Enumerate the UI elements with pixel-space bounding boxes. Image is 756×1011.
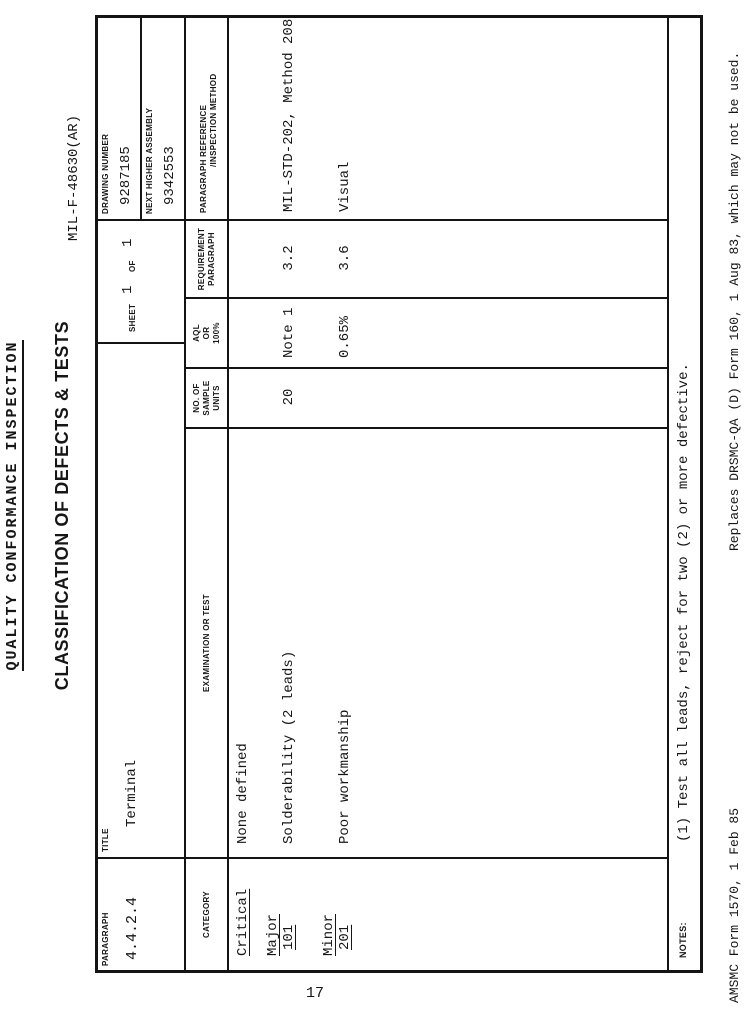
paragraph-cell (98, 857, 186, 970)
reference-header-line1: PARAGRAPH REFERENCE (199, 104, 208, 213)
row-category: Major (265, 913, 281, 956)
sheet-cell (98, 219, 186, 342)
next-higher-assembly-value: 9342553 (162, 146, 178, 205)
page-number: 17 (306, 985, 325, 1002)
category-header-cell (186, 857, 229, 970)
row-examination: None defined (235, 743, 251, 844)
aql-header: AQL OR 100% (191, 322, 221, 344)
requirement-header-cell (186, 219, 229, 297)
sheet-of-value: 1 (120, 238, 136, 247)
row-sample-units: 20 (281, 388, 297, 406)
sheet-value: 1 (120, 285, 136, 294)
title-cell (98, 342, 186, 857)
row-category: Minor (321, 913, 337, 956)
classification-form-table (95, 15, 703, 973)
table-row-critical (235, 18, 269, 970)
examination-header-cell (186, 427, 229, 857)
drawing-number-cell (98, 18, 142, 219)
replaces-footer: Replaces DRSMC-QA (D) Form 160, 1 Aug 83, which may not be used. (727, 51, 742, 551)
notes-text: (1) Test all leads, reject for two (2) or more defective. (676, 363, 692, 842)
reference-header-cell (186, 18, 229, 219)
paragraph-label: PARAGRAPH (101, 912, 110, 966)
row-number: 201 (337, 924, 353, 950)
examination-header: EXAMINATION OR TEST (201, 594, 211, 692)
category-header: CATEGORY (201, 891, 211, 938)
form-id-footer: AMSMC Form 1570, 1 Feb 85 (727, 807, 742, 1003)
drawing-number-value: 9287185 (118, 146, 134, 205)
requirement-header: REQUIREMENT PARAGRAPH (196, 227, 216, 291)
sample-units-header-cell (186, 367, 229, 427)
table-row-major (265, 18, 299, 970)
row-number: 101 (281, 924, 297, 950)
row-requirement: 3.2 (281, 245, 297, 271)
notes-row (669, 18, 700, 970)
row-category: Critical (235, 888, 251, 956)
reference-header-line2: /INSPECTION METHOD (209, 73, 218, 167)
form-body (229, 18, 669, 970)
row-aql: 0.65% (337, 315, 353, 358)
sheet-of-label: OF (128, 260, 137, 272)
title-label: TITLE (101, 828, 110, 852)
document-header (3, 0, 24, 1011)
row-examination: Poor workmanship (337, 709, 353, 844)
spec-number: MIL-F-48630(AR) (66, 114, 82, 241)
paragraph-value: 4.4.2.4 (124, 896, 141, 960)
next-higher-assembly-cell (142, 18, 186, 219)
next-higher-assembly-label: NEXT HIGHER ASSEMBLY (145, 107, 154, 214)
row-requirement: 3.6 (337, 245, 353, 271)
row-reference: Visual (337, 161, 353, 212)
sample-units-header: NO. OF SAMPLE UNITS (191, 380, 221, 416)
sheet-label: SHEET (128, 303, 137, 332)
form-title: CLASSIFICATION OF DEFECTS & TESTS (52, 320, 72, 691)
drawing-number-label: DRAWING NUMBER (101, 133, 110, 214)
title-value: Terminal (124, 759, 140, 827)
row-aql: Note 1 (281, 307, 297, 358)
row-reference: MIL-STD-202, Method 208 (281, 18, 297, 212)
aql-header-cell (186, 297, 229, 367)
table-row-minor (321, 18, 355, 970)
document-header-text: QUALITY CONFORMANCE INSPECTION (4, 340, 24, 670)
row-examination: Solderability (2 leads) (281, 650, 297, 844)
notes-label: NOTES: (678, 922, 688, 958)
